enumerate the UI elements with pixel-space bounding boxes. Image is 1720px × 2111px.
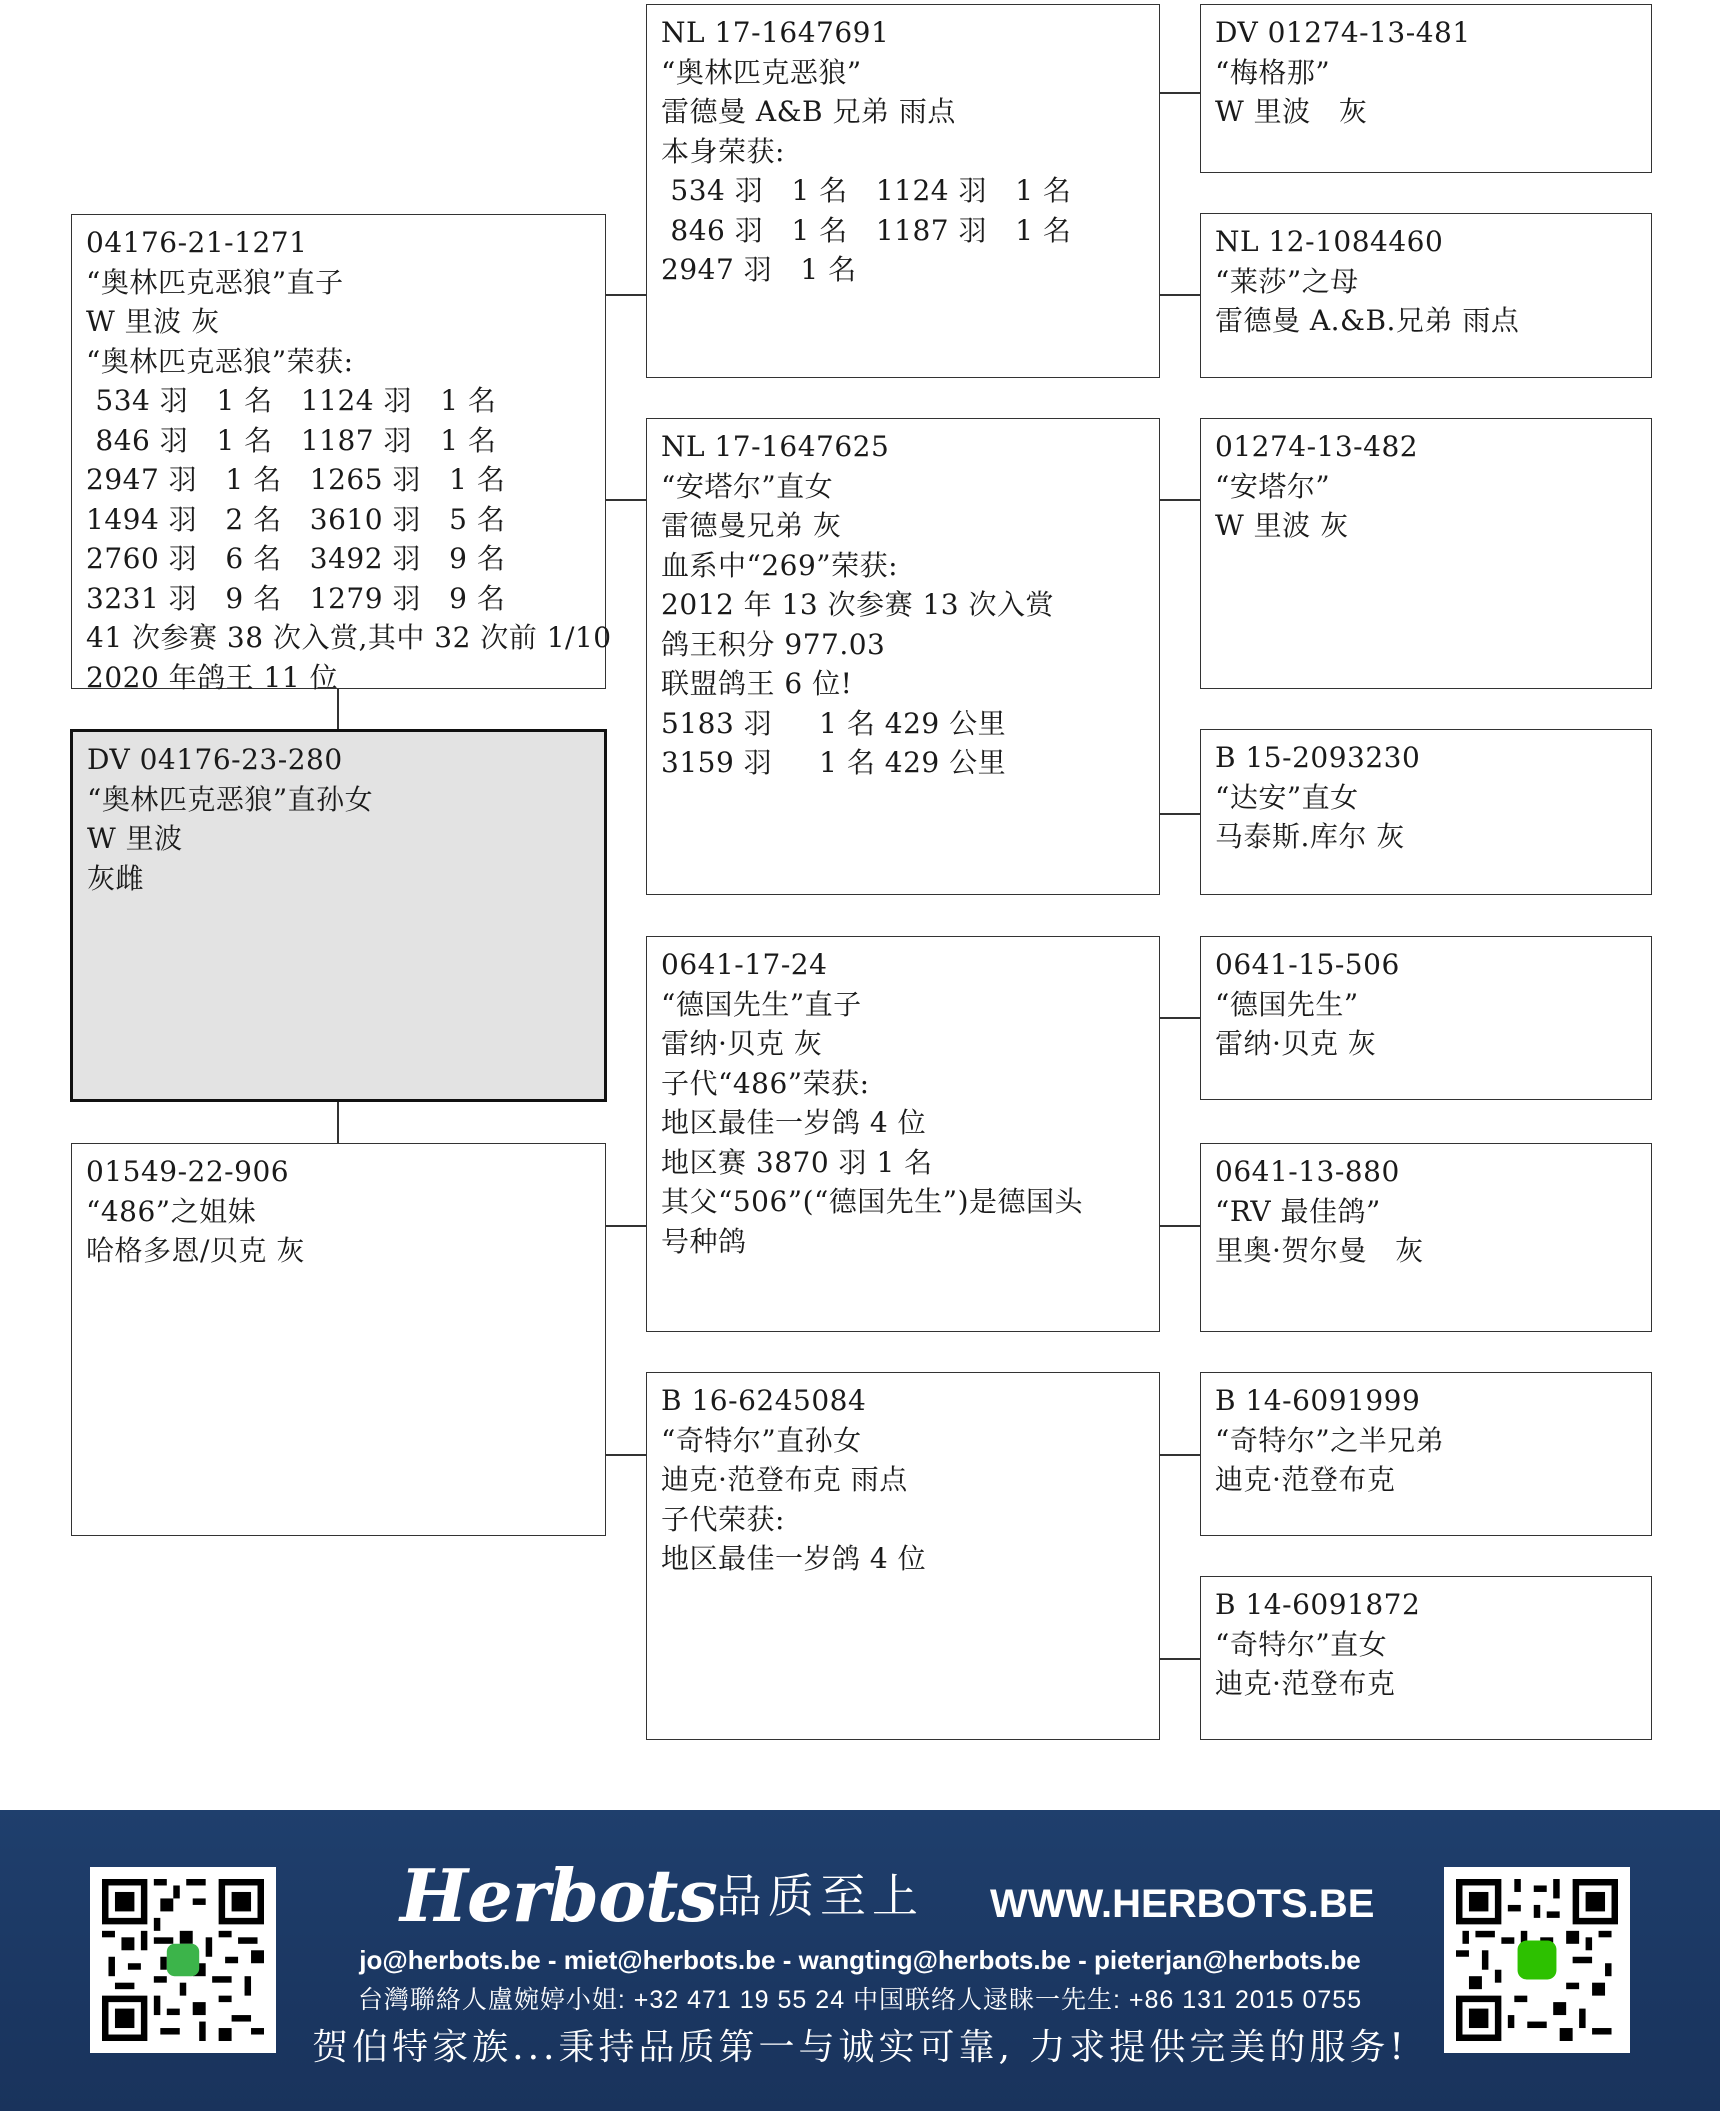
card-line: 3159 羽 1 名 429 公里 bbox=[661, 746, 1007, 779]
card-line: 3231 羽 9 名 1279 羽 9 名 bbox=[86, 581, 506, 615]
card-line: 号种鸽 bbox=[661, 1224, 747, 1258]
card-line: 地区最佳一岁鸽 4 位 bbox=[661, 1106, 927, 1139]
brand-row bbox=[400, 1853, 1375, 1938]
card-line: 地区赛 3870 羽 1 名 bbox=[661, 1145, 933, 1179]
ring-number: B 16-6245084 bbox=[661, 1384, 867, 1417]
card-line: 迪克·范登布克 bbox=[1215, 1667, 1396, 1700]
card-line: 534 羽 1 名 1124 羽 1 名 bbox=[86, 384, 497, 417]
herbots-logo[interactable]: Herbots bbox=[400, 1853, 717, 1938]
sd-sire-card bbox=[1200, 418, 1652, 689]
card-line: 2012 年 13 次参赛 13 次入赏 bbox=[661, 588, 1055, 621]
card-line: 2760 羽 6 名 3492 羽 9 名 bbox=[86, 542, 506, 575]
connector bbox=[605, 1225, 646, 1227]
ring-number: B 15-2093230 bbox=[1215, 741, 1421, 774]
subject-card bbox=[70, 729, 607, 1102]
ds-sire-card bbox=[1200, 936, 1652, 1100]
motto: 贺伯特家族...秉持品质第一与诚实可靠, 力求提供完美的服务! bbox=[312, 2027, 1408, 2068]
card-line: 本身荣获: bbox=[661, 134, 785, 168]
card-line: 里奥·贺尔曼 灰 bbox=[1215, 1234, 1424, 1267]
ring-number: DV 04176-23-280 bbox=[87, 743, 343, 776]
ss-sire-card bbox=[1200, 4, 1652, 173]
sire-card bbox=[71, 214, 612, 694]
slogan: 品质至上 bbox=[716, 1869, 924, 1923]
card-line: 41 次参赛 38 次入赏,其中 32 次前 1/10 bbox=[86, 621, 612, 654]
card-line: 哈格多恩/贝克 灰 bbox=[86, 1234, 305, 1267]
ring-number: 01274-13-482 bbox=[1215, 430, 1419, 463]
card-line: 雷德曼兄弟 灰 bbox=[661, 509, 842, 542]
dd-sire-card bbox=[1200, 1372, 1652, 1536]
card-line: 846 羽 1 名 1187 羽 1 名 bbox=[86, 423, 497, 457]
card-line: W 里波 灰 bbox=[86, 305, 220, 338]
card-line: “德国先生” bbox=[1215, 987, 1359, 1021]
connector bbox=[337, 1100, 339, 1144]
card-line: “486”之姐妹 bbox=[86, 1194, 257, 1228]
connector bbox=[1160, 92, 1200, 94]
card-line: 鸽王积分 977.03 bbox=[661, 627, 886, 661]
ring-number: NL 17-1647691 bbox=[661, 16, 890, 49]
connector bbox=[1160, 294, 1200, 296]
wechat-qr-code[interactable] bbox=[1444, 1867, 1630, 2053]
sire-dam-card bbox=[646, 418, 1160, 895]
connector bbox=[605, 1454, 646, 1456]
ring-number: 0641-15-506 bbox=[1215, 948, 1400, 981]
ring-number: NL 12-1084460 bbox=[1215, 225, 1444, 258]
ring-number: NL 17-1647625 bbox=[661, 430, 890, 463]
dam-sire-card bbox=[646, 936, 1160, 1332]
card-line: 雷纳·贝克 灰 bbox=[1215, 1027, 1377, 1060]
card-line: “奇特尔”之半兄弟 bbox=[1215, 1423, 1445, 1457]
card-line: 其父“506”(“德国先生”)是德国头 bbox=[661, 1185, 1084, 1218]
connector bbox=[605, 499, 646, 501]
card-line: 雷德曼 A.&B.兄弟 雨点 bbox=[1215, 304, 1520, 337]
card-line: 雷德曼 A&B 兄弟 雨点 bbox=[661, 95, 956, 128]
wechat-icon bbox=[1518, 1941, 1557, 1980]
card-line: “安塔尔”直女 bbox=[661, 469, 834, 503]
card-line: “RV 最佳鸽” bbox=[1215, 1194, 1381, 1228]
ring-number: B 14-6091872 bbox=[1215, 1588, 1421, 1621]
qr-code-icon bbox=[1456, 1879, 1618, 2041]
sd-dam-card bbox=[1200, 729, 1652, 895]
card-line: 534 羽 1 名 1124 羽 1 名 bbox=[661, 174, 1072, 207]
connector bbox=[1160, 499, 1200, 501]
card-line: “德国先生”直子 bbox=[661, 987, 862, 1021]
card-line: W 里波 灰 bbox=[1215, 509, 1349, 542]
card-line: 2020 年鸽王 11 位 bbox=[86, 660, 339, 694]
card-line: 2947 羽 1 名 1265 羽 1 名 bbox=[86, 463, 506, 496]
card-line: 迪克·范登布克 bbox=[1215, 1463, 1396, 1496]
connector bbox=[605, 294, 646, 296]
website-link[interactable]: WWW.HERBOTS.BE bbox=[990, 1882, 1375, 1926]
card-line: 5183 羽 1 名 429 公里 bbox=[661, 706, 1007, 740]
footer-banner bbox=[0, 1810, 1720, 2111]
card-line: 联盟鸽王 6 位! bbox=[661, 667, 853, 700]
ss-dam-card bbox=[1200, 213, 1652, 378]
sire-sire-card bbox=[646, 4, 1160, 378]
card-line: 灰雌 bbox=[87, 861, 145, 895]
card-line: 血系中“269”荣获: bbox=[661, 548, 899, 582]
connector bbox=[1160, 1658, 1200, 1660]
dam-card bbox=[71, 1143, 606, 1536]
dd-dam-card bbox=[1200, 1576, 1652, 1740]
card-line: 马泰斯.库尔 灰 bbox=[1215, 820, 1405, 853]
ring-number: B 14-6091999 bbox=[1215, 1384, 1421, 1417]
ds-dam-card bbox=[1200, 1143, 1652, 1332]
card-line: W 里波 灰 bbox=[1215, 95, 1368, 128]
card-line: “梅格那” bbox=[1215, 55, 1331, 89]
connector bbox=[1160, 1225, 1200, 1227]
dam-dam-card bbox=[646, 1372, 1160, 1740]
card-line: 1494 羽 2 名 3610 羽 5 名 bbox=[86, 502, 506, 536]
card-line: 子代荣获: bbox=[661, 1502, 785, 1536]
card-line: “奇特尔”直女 bbox=[1215, 1627, 1388, 1661]
card-line: 雷纳·贝克 灰 bbox=[661, 1027, 823, 1060]
card-line: W 里波 bbox=[87, 822, 183, 855]
connector bbox=[1160, 1017, 1200, 1019]
ring-number: 01549-22-906 bbox=[86, 1155, 290, 1188]
card-line: 迪克·范登布克 雨点 bbox=[661, 1463, 908, 1496]
ring-number: 0641-13-880 bbox=[1215, 1155, 1400, 1188]
card-line: “莱莎”之母 bbox=[1215, 264, 1359, 298]
card-line: “奥林匹克恶狼”直孙女 bbox=[87, 782, 374, 816]
card-line: “奥林匹克恶狼”荣获: bbox=[86, 344, 354, 378]
card-line: 地区最佳一岁鸽 4 位 bbox=[661, 1542, 927, 1575]
card-line: “奇特尔”直孙女 bbox=[661, 1423, 862, 1457]
connector bbox=[1160, 813, 1200, 815]
card-line: 846 羽 1 名 1187 羽 1 名 bbox=[661, 213, 1072, 247]
card-line: 2947 羽 1 名 bbox=[661, 253, 857, 286]
card-line: “安塔尔” bbox=[1215, 469, 1331, 503]
card-line: “奥林匹克恶狼” bbox=[661, 55, 862, 89]
contact-phones: 台灣聯絡人盧婉婷小姐: +32 471 19 55 24 中国联络人逯睐一先生: +86 131 2015 0755 bbox=[357, 1986, 1363, 2014]
card-line: 子代“486”荣获: bbox=[661, 1066, 870, 1100]
ring-number: 04176-21-1271 bbox=[86, 226, 308, 259]
card-line: “奥林匹克恶狼”直子 bbox=[86, 265, 344, 299]
connector bbox=[1160, 1454, 1200, 1456]
ring-number: DV 01274-13-481 bbox=[1215, 16, 1471, 49]
email-list[interactable]: jo@herbots.be - miet@herbots.be - wangting@herbots.be - pieterjan@herbots.be bbox=[359, 1945, 1361, 1975]
ring-number: 0641-17-24 bbox=[661, 948, 828, 981]
card-line: “达安”直女 bbox=[1215, 780, 1359, 814]
